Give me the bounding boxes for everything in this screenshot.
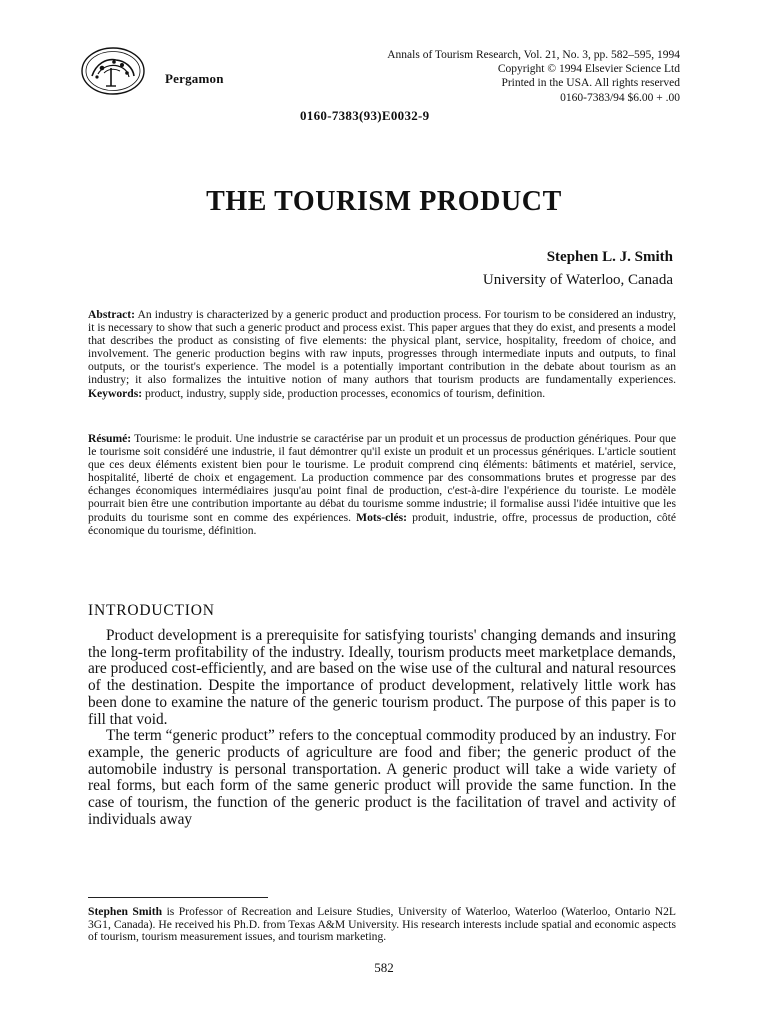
author-footnote [88,906,676,944]
author-name: Stephen L. J. Smith [546,249,673,265]
page-number: 582 [374,960,394,975]
printed-line: Printed in the USA. All rights reserved [501,77,680,90]
publisher-name: Pergamon [165,71,224,86]
keywords-text: product, industry, supply side, production processes, economics of tourism, definition. [142,386,546,400]
abstract [88,308,676,400]
mots-cles-label: Mots-clés: [356,510,408,524]
abstract-label: Abstract: [88,308,136,321]
mots-cles-text: produit, industrie, offre, processus de production, côté économique du tourisme, définition. [88,510,676,537]
resume-text: Tourisme: le produit. Une industrie se caractérise par un produit et un processus de production génériques. Pour que le tourisme soit considéré une industrie, il faut démontrer qu'il existe un produit et un processus génériques. L'article soutient que ces deux éléments existent bien pour le tourisme. Le produit comprend cinq éléments: bâtiments et matériel, service, hospitalité, liberté de choix et engagement. La production commence par des consommations brutes et progresse par des échanges économiques intermédiaires jusqu'au point final de production, c'est-à-dire l'expérience du touriste. Le modèle pourrait bien être une contribution importante au débat du tourisme somme industrie; il formalise aussi l'idée intuitive que les produits du tourisme sont en comme des expériences. [88,432,676,524]
copyright-line: Copyright © 1994 Elsevier Science Ltd [497,63,680,76]
introduction-body [88,628,676,828]
section-heading-introduction: INTRODUCTION [88,602,215,619]
resume-label: Résumé: [88,432,132,445]
author-affiliation: University of Waterloo, Canada [482,272,673,288]
paragraph: The term “generic product” refers to the conceptual commodity produced by an industry. For example, the generic products of agriculture are food and fiber; the generic product of the automobile industry is personal transportation. A generic product will take a wide variety of real forms, but each form of the same generic product will provide the same function. In the case of tourism, the function of the generic product is the facilitation of travel and activity of individuals away [88,727,676,828]
footnote-divider [88,897,268,898]
publisher-logo [80,46,146,96]
journal-citation-line: Annals of Tourism Research, Vol. 21, No. 3, pp. 582–595, 1994 [387,49,680,61]
abstract-text: An industry is characterized by a generic product and production process. For tourism to be considered an industry, it is necessary to show that such a generic product and process exist. This paper argues that they do exist, and presents a model that describes the product as consisting of five elements: the physical plant, service, hospitality, freedom of choice, and involvement. The generic production begins with raw inputs, progresses through intermediate inputs and outputs, to final outputs, or the tourist's experience. The model is a potentially important contribution in the debate about tourism as an industry; it also formalizes the intuitive notion of many authors that tourism products are fundamentally experiences. [88,308,676,387]
footnote-text: is Professor of Recreation and Leisure Studies, University of Waterloo, Waterloo (Waterloo, Ontario N2L 3G1, Canada). He received his Ph.D. from Texas A&M University. His research interests include spatial and economic aspects of tourism, tourism measurement issues, and tourism marketing. [88,905,676,944]
paragraph: Product development is a prerequisite for satisfying tourists' changing demands and insuring the long-term profitability of the industry. Ideally, tourism products meet marketplace demands, are produced cost-efficiently, and are based on the wise use of the cultural and natural resources of the destination. Despite the importance of product development, relatively little work has been done to examine the nature of the generic tourism product. The purpose of this paper is to fill that void. [88,627,676,728]
journal-citation [387,48,680,105]
resume [88,432,676,537]
tree-emblem-icon [80,46,146,96]
article-doi: 0160-7383(93)E0032-9 [300,108,430,123]
article-title: THE TOURISM PRODUCT [206,186,562,217]
price-code-line: 0160-7383/94 $6.00 + .00 [560,91,680,104]
footnote-author-name: Stephen Smith [88,905,163,918]
keywords-label: Keywords: [88,386,143,400]
